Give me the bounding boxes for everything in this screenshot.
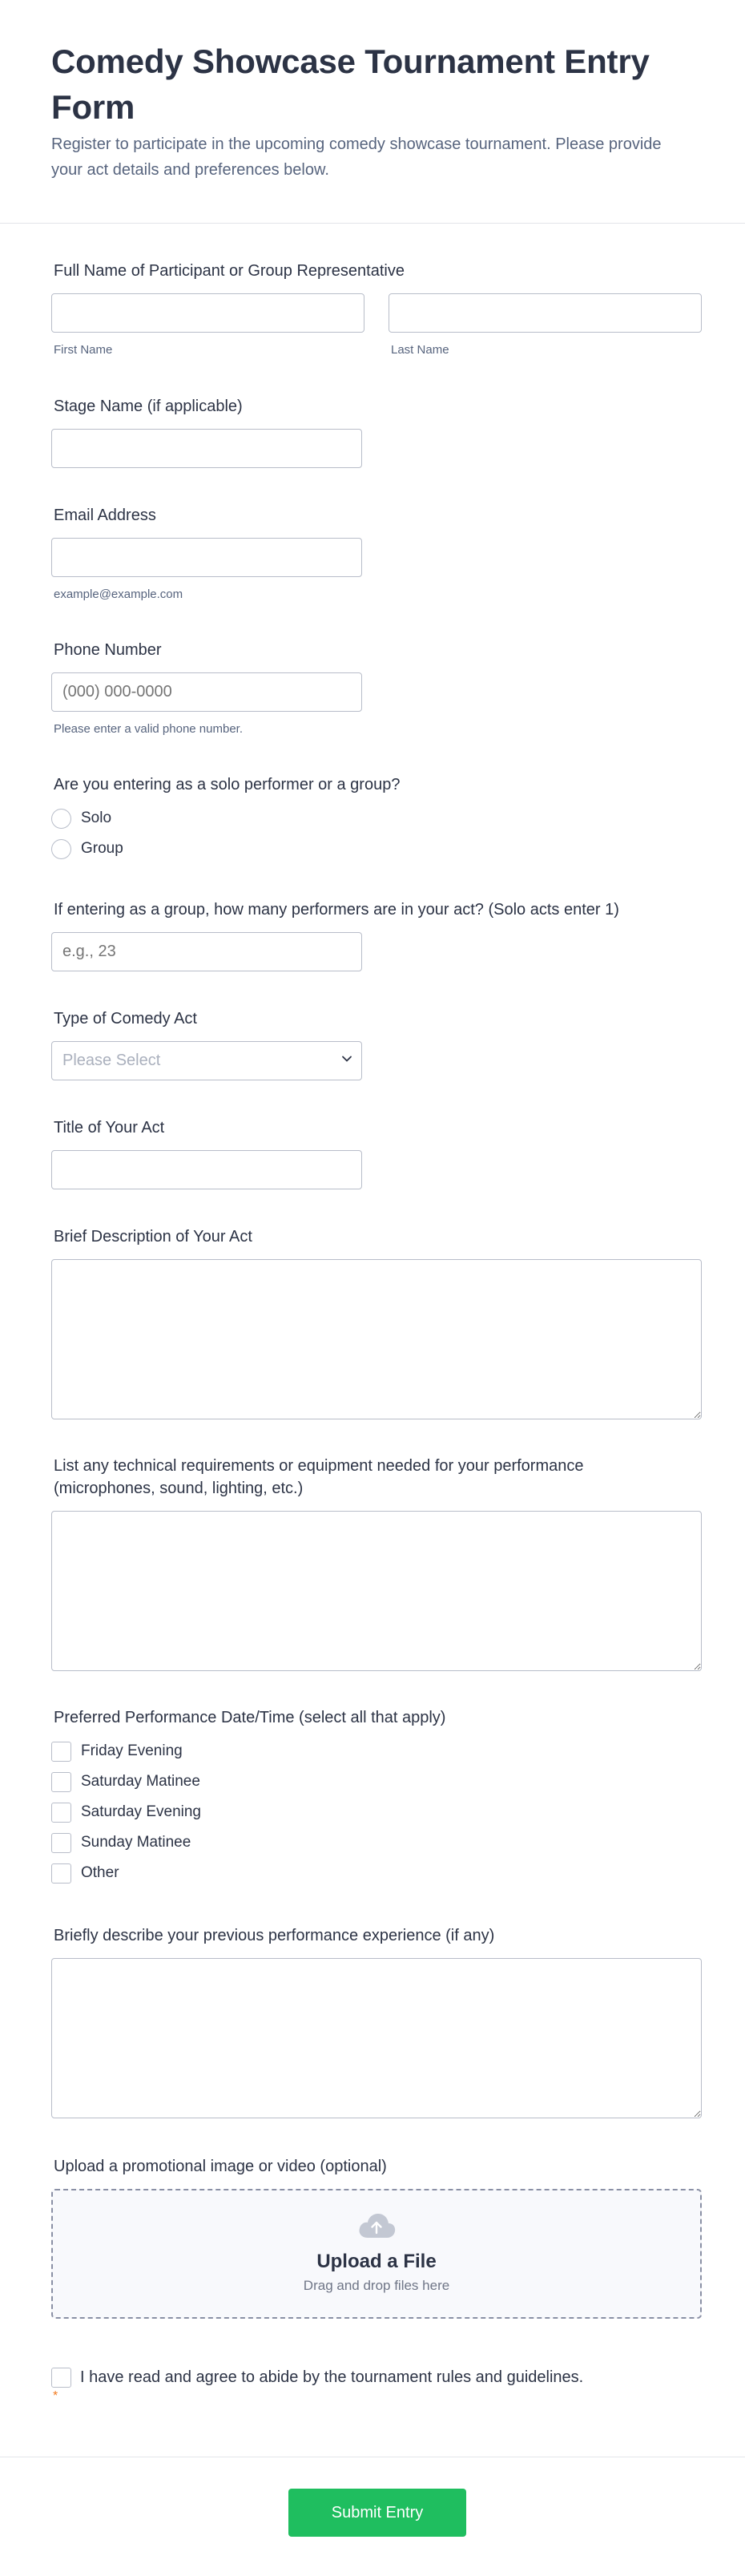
- solo-group-label: Are you entering as a solo performer or a group?: [54, 776, 401, 793]
- checkbox[interactable]: [51, 1863, 71, 1884]
- stage-name-field: [51, 395, 702, 468]
- checkbox-option-sunday-matinee[interactable]: [51, 1827, 702, 1858]
- agree-checkbox-row[interactable]: [51, 2368, 702, 2388]
- experience-label: Briefly describe your previous performance experience (if any): [54, 1927, 495, 1944]
- form-title: Comedy Showcase Tournament Entry Form: [51, 42, 650, 126]
- checkbox-label: Friday Evening: [81, 1742, 183, 1759]
- tech-requirements-field: [51, 1455, 702, 1671]
- checkbox-option-other[interactable]: [51, 1858, 702, 1888]
- act-description-textarea[interactable]: [51, 1259, 702, 1419]
- checkbox-label: Saturday Evening: [81, 1803, 201, 1820]
- stage-name-input[interactable]: [51, 429, 362, 468]
- phone-input[interactable]: [51, 672, 362, 712]
- last-name-input[interactable]: [389, 293, 702, 333]
- comedy-type-select[interactable]: [51, 1041, 362, 1080]
- checkbox-label: Saturday Matinee: [81, 1773, 200, 1790]
- cloud-upload-icon: [356, 2211, 397, 2240]
- upload-field: [51, 2155, 702, 2319]
- stage-name-label: Stage Name (if applicable): [54, 398, 243, 415]
- act-description-field: [51, 1225, 702, 1419]
- upload-label: Upload a promotional image or video (optional): [54, 2158, 387, 2175]
- phone-field: [51, 639, 702, 737]
- first-name-sublabel: First Name: [54, 343, 113, 357]
- comedy-type-field: [51, 1007, 702, 1080]
- select-value: Please Select: [51, 1041, 362, 1080]
- checkbox-label: Sunday Matinee: [81, 1834, 191, 1851]
- first-name-input[interactable]: [51, 293, 364, 333]
- email-input[interactable]: [51, 538, 362, 577]
- experience-textarea[interactable]: [51, 1958, 702, 2118]
- chevron-down-icon: [341, 1053, 352, 1064]
- checkbox[interactable]: [51, 1833, 71, 1853]
- upload-title: Upload a File: [316, 2251, 437, 2272]
- radio-button[interactable]: [51, 839, 71, 859]
- agree-field: [51, 2368, 702, 2404]
- checkbox-label: Other: [81, 1864, 119, 1881]
- tech-requirements-label: List any technical requirements or equipment needed for your performance (microphones, sound, lighting, etc.): [54, 1457, 584, 1497]
- checkbox[interactable]: [51, 1772, 71, 1792]
- tech-requirements-textarea[interactable]: [51, 1511, 702, 1671]
- submit-button[interactable]: Submit Entry: [288, 2489, 466, 2537]
- radio-button[interactable]: [51, 809, 71, 829]
- preferred-time-label: Preferred Performance Date/Time (select all that apply): [54, 1709, 446, 1726]
- comedy-type-label: Type of Comedy Act: [54, 1010, 197, 1028]
- phone-label: Phone Number: [54, 641, 162, 659]
- checkbox[interactable]: [51, 2368, 71, 2388]
- radio-option-group[interactable]: [51, 834, 702, 864]
- checkbox-option-saturday-evening[interactable]: [51, 1797, 702, 1827]
- phone-sublabel: Please enter a valid phone number.: [54, 722, 243, 736]
- form-header: [0, 0, 745, 224]
- act-title-input[interactable]: [51, 1150, 362, 1189]
- radio-option-solo[interactable]: [51, 803, 702, 834]
- group-size-field: [51, 898, 702, 971]
- upload-hint: Drag and drop files here: [303, 2278, 450, 2293]
- email-label: Email Address: [54, 507, 156, 524]
- form-description: Register to participate in the upcoming comedy showcase tournament. Please provide your act details and preferences below.: [51, 135, 662, 179]
- experience-field: [51, 1924, 702, 2118]
- radio-label: Solo: [81, 810, 112, 826]
- act-description-label: Brief Description of Your Act: [54, 1228, 252, 1246]
- act-title-label: Title of Your Act: [54, 1119, 165, 1137]
- group-size-input[interactable]: [51, 932, 362, 971]
- solo-group-field: [51, 773, 702, 864]
- act-title-field: [51, 1116, 702, 1189]
- required-mark: *: [53, 2389, 58, 2403]
- agree-label: I have read and agree to abide by the tournament rules and guidelines.: [80, 2368, 584, 2386]
- group-size-label: If entering as a group, how many performers are in your act? (Solo acts enter 1): [54, 901, 619, 919]
- preferred-time-field: [51, 1706, 702, 1888]
- checkbox-option-friday-evening[interactable]: [51, 1736, 702, 1766]
- last-name-sublabel: Last Name: [391, 343, 449, 357]
- full-name-field: [51, 260, 702, 358]
- file-upload-dropzone[interactable]: [51, 2189, 702, 2319]
- checkbox[interactable]: [51, 1803, 71, 1823]
- checkbox[interactable]: [51, 1742, 71, 1762]
- email-field: [51, 504, 702, 603]
- radio-label: Group: [81, 840, 123, 857]
- full-name-label: Full Name of Participant or Group Representative: [54, 262, 405, 280]
- checkbox-option-saturday-matinee[interactable]: [51, 1766, 702, 1797]
- email-sublabel: example@example.com: [54, 587, 183, 601]
